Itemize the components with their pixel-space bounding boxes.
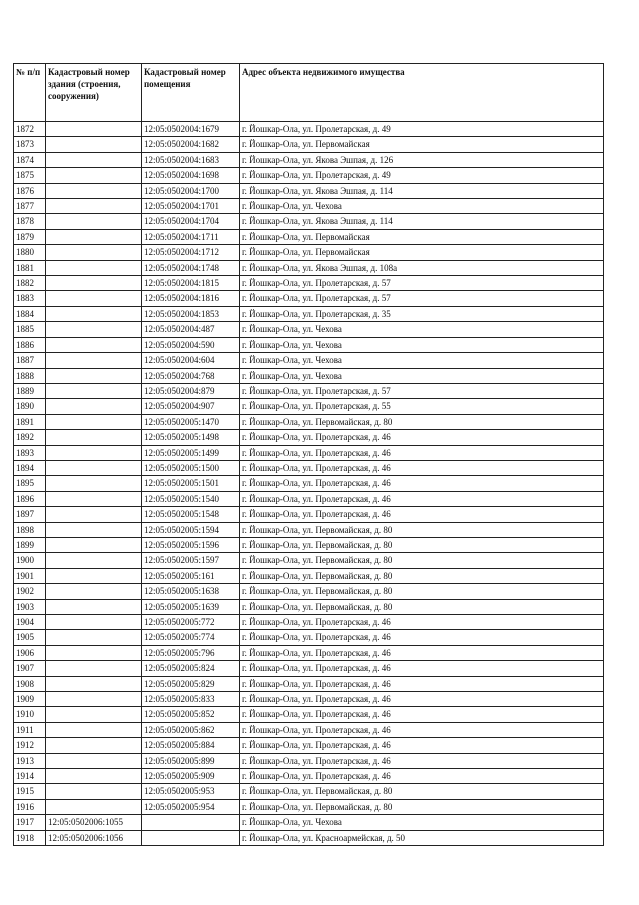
table-row xyxy=(14,799,604,814)
premises-cadastral-number: 12:05:0502005:1594 xyxy=(142,522,240,537)
premises-cadastral-number: 12:05:0502005:884 xyxy=(142,738,240,753)
building-cadastral-number xyxy=(46,322,142,337)
address: г. Йошкар-Ола, ул. Чехова xyxy=(240,199,604,214)
table-row xyxy=(14,553,604,568)
row-number: 1905 xyxy=(14,630,46,645)
table-row xyxy=(14,599,604,614)
address: г. Йошкар-Ола, ул. Пролетарская, д. 46 xyxy=(240,707,604,722)
table-row xyxy=(14,830,604,845)
header-building-cadastral: Кадастровый номер здания (строения, сооружения) xyxy=(46,64,142,122)
building-cadastral-number xyxy=(46,460,142,475)
table-row xyxy=(14,430,604,445)
table-row xyxy=(14,383,604,398)
row-number: 1882 xyxy=(14,276,46,291)
address: г. Йошкар-Ола, ул. Якова Эшпая, д. 108а xyxy=(240,260,604,275)
address: г. Йошкар-Ола, ул. Пролетарская, д. 46 xyxy=(240,676,604,691)
table-row xyxy=(14,291,604,306)
row-number: 1897 xyxy=(14,507,46,522)
building-cadastral-number xyxy=(46,753,142,768)
table-row xyxy=(14,260,604,275)
row-number: 1891 xyxy=(14,414,46,429)
address: г. Йошкар-Ола, ул. Пролетарская, д. 46 xyxy=(240,460,604,475)
row-number: 1899 xyxy=(14,537,46,552)
registry-table xyxy=(13,63,604,846)
table-row xyxy=(14,537,604,552)
row-number: 1898 xyxy=(14,522,46,537)
premises-cadastral-number: 12:05:0502004:1700 xyxy=(142,183,240,198)
address: г. Йошкар-Ола, ул. Пролетарская, д. 46 xyxy=(240,645,604,660)
address: г. Йошкар-Ола, ул. Пролетарская, д. 35 xyxy=(240,306,604,321)
row-number: 1890 xyxy=(14,399,46,414)
address: г. Йошкар-Ола, ул. Пролетарская, д. 46 xyxy=(240,753,604,768)
premises-cadastral-number: 12:05:0502004:1679 xyxy=(142,122,240,137)
row-number: 1910 xyxy=(14,707,46,722)
building-cadastral-number xyxy=(46,707,142,722)
row-number: 1917 xyxy=(14,815,46,830)
building-cadastral-number xyxy=(46,537,142,552)
building-cadastral-number xyxy=(46,615,142,630)
premises-cadastral-number xyxy=(142,830,240,845)
row-number: 1896 xyxy=(14,491,46,506)
row-number: 1895 xyxy=(14,476,46,491)
header-premises-cadastral: Кадастровый номер помещения xyxy=(142,64,240,122)
building-cadastral-number xyxy=(46,399,142,414)
address: г. Йошкар-Ола, ул. Пролетарская, д. 57 xyxy=(240,276,604,291)
address: г. Йошкар-Ола, ул. Пролетарская, д. 46 xyxy=(240,507,604,522)
building-cadastral-number xyxy=(46,353,142,368)
premises-cadastral-number: 12:05:0502005:1638 xyxy=(142,584,240,599)
building-cadastral-number xyxy=(46,491,142,506)
address: г. Йошкар-Ола, ул. Пролетарская, д. 46 xyxy=(240,738,604,753)
premises-cadastral-number: 12:05:0502005:772 xyxy=(142,615,240,630)
table-row xyxy=(14,245,604,260)
building-cadastral-number xyxy=(46,784,142,799)
premises-cadastral-number: 12:05:0502004:768 xyxy=(142,368,240,383)
row-number: 1872 xyxy=(14,122,46,137)
premises-cadastral-number: 12:05:0502005:899 xyxy=(142,753,240,768)
premises-cadastral-number: 12:05:0502005:1596 xyxy=(142,537,240,552)
table-row xyxy=(14,306,604,321)
table-row xyxy=(14,152,604,167)
address: г. Йошкар-Ола, ул. Пролетарская, д. 55 xyxy=(240,399,604,414)
table-body xyxy=(14,122,604,846)
address: г. Йошкар-Ола, ул. Пролетарская, д. 46 xyxy=(240,430,604,445)
address: г. Йошкар-Ола, ул. Якова Эшпая, д. 114 xyxy=(240,183,604,198)
building-cadastral-number xyxy=(46,630,142,645)
row-number: 1908 xyxy=(14,676,46,691)
address: г. Йошкар-Ола, ул. Первомайская xyxy=(240,137,604,152)
table-row xyxy=(14,645,604,660)
building-cadastral-number: 12:05:0502006:1055 xyxy=(46,815,142,830)
building-cadastral-number xyxy=(46,368,142,383)
building-cadastral-number xyxy=(46,676,142,691)
row-number: 1912 xyxy=(14,738,46,753)
table-row xyxy=(14,199,604,214)
building-cadastral-number xyxy=(46,553,142,568)
premises-cadastral-number: 12:05:0502005:862 xyxy=(142,722,240,737)
row-number: 1913 xyxy=(14,753,46,768)
premises-cadastral-number: 12:05:0502004:1682 xyxy=(142,137,240,152)
address: г. Йошкар-Ола, ул. Чехова xyxy=(240,815,604,830)
header-address: Адрес объекта недвижимого имущества xyxy=(240,64,604,122)
premises-cadastral-number: 12:05:0502004:1815 xyxy=(142,276,240,291)
row-number: 1914 xyxy=(14,769,46,784)
address: г. Йошкар-Ола, ул. Чехова xyxy=(240,368,604,383)
row-number: 1888 xyxy=(14,368,46,383)
row-number: 1906 xyxy=(14,645,46,660)
premises-cadastral-number: 12:05:0502005:1597 xyxy=(142,553,240,568)
row-number: 1878 xyxy=(14,214,46,229)
table-row xyxy=(14,707,604,722)
address: г. Йошкар-Ола, ул. Якова Эшпая, д. 126 xyxy=(240,152,604,167)
address: г. Йошкар-Ола, ул. Пролетарская, д. 46 xyxy=(240,661,604,676)
row-number: 1909 xyxy=(14,692,46,707)
premises-cadastral-number: 12:05:0502004:1816 xyxy=(142,291,240,306)
row-number: 1904 xyxy=(14,615,46,630)
address: г. Йошкар-Ола, ул. Пролетарская, д. 46 xyxy=(240,445,604,460)
building-cadastral-number xyxy=(46,799,142,814)
table-row xyxy=(14,414,604,429)
premises-cadastral-number: 12:05:0502004:1853 xyxy=(142,306,240,321)
table-row xyxy=(14,630,604,645)
building-cadastral-number xyxy=(46,383,142,398)
table-row xyxy=(14,445,604,460)
address: г. Йошкар-Ола, ул. Пролетарская, д. 46 xyxy=(240,769,604,784)
address: г. Йошкар-Ола, ул. Первомайская, д. 80 xyxy=(240,784,604,799)
premises-cadastral-number: 12:05:0502004:487 xyxy=(142,322,240,337)
row-number: 1918 xyxy=(14,830,46,845)
table-row xyxy=(14,584,604,599)
table-row xyxy=(14,399,604,414)
address: г. Йошкар-Ола, ул. Красноармейская, д. 50 xyxy=(240,830,604,845)
row-number: 1876 xyxy=(14,183,46,198)
table-row xyxy=(14,491,604,506)
building-cadastral-number xyxy=(46,769,142,784)
row-number: 1881 xyxy=(14,260,46,275)
address: г. Йошкар-Ола, ул. Пролетарская, д. 57 xyxy=(240,383,604,398)
table-row xyxy=(14,738,604,753)
premises-cadastral-number: 12:05:0502004:1748 xyxy=(142,260,240,275)
premises-cadastral-number: 12:05:0502005:1500 xyxy=(142,460,240,475)
building-cadastral-number xyxy=(46,276,142,291)
premises-cadastral-number: 12:05:0502005:1639 xyxy=(142,599,240,614)
address: г. Йошкар-Ола, ул. Пролетарская, д. 46 xyxy=(240,630,604,645)
building-cadastral-number xyxy=(46,476,142,491)
building-cadastral-number xyxy=(46,522,142,537)
premises-cadastral-number: 12:05:0502005:824 xyxy=(142,661,240,676)
premises-cadastral-number: 12:05:0502005:1470 xyxy=(142,414,240,429)
premises-cadastral-number: 12:05:0502004:590 xyxy=(142,337,240,352)
premises-cadastral-number: 12:05:0502004:1701 xyxy=(142,199,240,214)
table-row xyxy=(14,568,604,583)
table-row xyxy=(14,183,604,198)
table-row xyxy=(14,507,604,522)
row-number: 1887 xyxy=(14,353,46,368)
premises-cadastral-number: 12:05:0502004:604 xyxy=(142,353,240,368)
building-cadastral-number xyxy=(46,168,142,183)
row-number: 1886 xyxy=(14,337,46,352)
premises-cadastral-number: 12:05:0502005:852 xyxy=(142,707,240,722)
address: г. Йошкар-Ола, ул. Первомайская xyxy=(240,245,604,260)
building-cadastral-number xyxy=(46,445,142,460)
row-number: 1894 xyxy=(14,460,46,475)
row-number: 1892 xyxy=(14,430,46,445)
row-number: 1907 xyxy=(14,661,46,676)
building-cadastral-number xyxy=(46,337,142,352)
building-cadastral-number xyxy=(46,199,142,214)
building-cadastral-number xyxy=(46,722,142,737)
table-row xyxy=(14,229,604,244)
table-row xyxy=(14,276,604,291)
address: г. Йошкар-Ола, ул. Пролетарская, д. 57 xyxy=(240,291,604,306)
row-number: 1893 xyxy=(14,445,46,460)
premises-cadastral-number: 12:05:0502004:879 xyxy=(142,383,240,398)
building-cadastral-number xyxy=(46,645,142,660)
table-row xyxy=(14,661,604,676)
premises-cadastral-number: 12:05:0502005:909 xyxy=(142,769,240,784)
row-number: 1885 xyxy=(14,322,46,337)
table-row xyxy=(14,168,604,183)
row-number: 1877 xyxy=(14,199,46,214)
row-number: 1915 xyxy=(14,784,46,799)
building-cadastral-number xyxy=(46,229,142,244)
building-cadastral-number xyxy=(46,507,142,522)
building-cadastral-number xyxy=(46,245,142,260)
table-row xyxy=(14,214,604,229)
address: г. Йошкар-Ола, ул. Пролетарская, д. 46 xyxy=(240,476,604,491)
building-cadastral-number xyxy=(46,414,142,429)
premises-cadastral-number: 12:05:0502005:833 xyxy=(142,692,240,707)
table-row xyxy=(14,753,604,768)
row-number: 1875 xyxy=(14,168,46,183)
address: г. Йошкар-Ола, ул. Первомайская, д. 80 xyxy=(240,568,604,583)
row-number: 1902 xyxy=(14,584,46,599)
table-row xyxy=(14,337,604,352)
premises-cadastral-number: 12:05:0502005:796 xyxy=(142,645,240,660)
building-cadastral-number xyxy=(46,568,142,583)
building-cadastral-number xyxy=(46,260,142,275)
address: г. Йошкар-Ола, ул. Первомайская, д. 80 xyxy=(240,553,604,568)
building-cadastral-number xyxy=(46,291,142,306)
address: г. Йошкар-Ола, ул. Чехова xyxy=(240,353,604,368)
premises-cadastral-number: 12:05:0502004:1711 xyxy=(142,229,240,244)
premises-cadastral-number: 12:05:0502004:1712 xyxy=(142,245,240,260)
premises-cadastral-number: 12:05:0502005:1548 xyxy=(142,507,240,522)
row-number: 1883 xyxy=(14,291,46,306)
table-row xyxy=(14,692,604,707)
row-number: 1900 xyxy=(14,553,46,568)
premises-cadastral-number: 12:05:0502005:1498 xyxy=(142,430,240,445)
table-row xyxy=(14,522,604,537)
building-cadastral-number xyxy=(46,738,142,753)
table-row xyxy=(14,476,604,491)
premises-cadastral-number: 12:05:0502005:1499 xyxy=(142,445,240,460)
table-row xyxy=(14,784,604,799)
row-number: 1911 xyxy=(14,722,46,737)
table-row xyxy=(14,815,604,830)
building-cadastral-number xyxy=(46,214,142,229)
address: г. Йошкар-Ола, ул. Якова Эшпая, д. 114 xyxy=(240,214,604,229)
address: г. Йошкар-Ола, ул. Пролетарская, д. 46 xyxy=(240,692,604,707)
address: г. Йошкар-Ола, ул. Первомайская, д. 80 xyxy=(240,522,604,537)
address: г. Йошкар-Ола, ул. Чехова xyxy=(240,337,604,352)
address: г. Йошкар-Ола, ул. Пролетарская, д. 46 xyxy=(240,615,604,630)
building-cadastral-number xyxy=(46,152,142,167)
address: г. Йошкар-Ола, ул. Первомайская, д. 80 xyxy=(240,414,604,429)
address: г. Йошкар-Ола, ул. Первомайская, д. 80 xyxy=(240,537,604,552)
table-row xyxy=(14,460,604,475)
row-number: 1880 xyxy=(14,245,46,260)
address: г. Йошкар-Ола, ул. Пролетарская, д. 46 xyxy=(240,722,604,737)
building-cadastral-number xyxy=(46,692,142,707)
row-number: 1879 xyxy=(14,229,46,244)
address: г. Йошкар-Ола, ул. Первомайская, д. 80 xyxy=(240,584,604,599)
premises-cadastral-number: 12:05:0502005:953 xyxy=(142,784,240,799)
address: г. Йошкар-Ола, ул. Пролетарская, д. 49 xyxy=(240,168,604,183)
premises-cadastral-number: 12:05:0502004:1698 xyxy=(142,168,240,183)
row-number: 1916 xyxy=(14,799,46,814)
premises-cadastral-number: 12:05:0502005:1501 xyxy=(142,476,240,491)
table-row xyxy=(14,137,604,152)
premises-cadastral-number: 12:05:0502005:774 xyxy=(142,630,240,645)
row-number: 1901 xyxy=(14,568,46,583)
premises-cadastral-number: 12:05:0502005:829 xyxy=(142,676,240,691)
address: г. Йошкар-Ола, ул. Чехова xyxy=(240,322,604,337)
table-row xyxy=(14,722,604,737)
table-row xyxy=(14,353,604,368)
premises-cadastral-number: 12:05:0502005:1540 xyxy=(142,491,240,506)
address: г. Йошкар-Ола, ул. Первомайская, д. 80 xyxy=(240,799,604,814)
table-row xyxy=(14,676,604,691)
table-row xyxy=(14,322,604,337)
premises-cadastral-number: 12:05:0502004:1683 xyxy=(142,152,240,167)
table-row xyxy=(14,368,604,383)
header-number: № п/п xyxy=(14,64,46,122)
table-row xyxy=(14,615,604,630)
building-cadastral-number xyxy=(46,183,142,198)
address: г. Йошкар-Ола, ул. Пролетарская, д. 46 xyxy=(240,491,604,506)
building-cadastral-number xyxy=(46,122,142,137)
building-cadastral-number: 12:05:0502006:1056 xyxy=(46,830,142,845)
row-number: 1874 xyxy=(14,152,46,167)
row-number: 1884 xyxy=(14,306,46,321)
premises-cadastral-number xyxy=(142,815,240,830)
address: г. Йошкар-Ола, ул. Первомайская, д. 80 xyxy=(240,599,604,614)
row-number: 1903 xyxy=(14,599,46,614)
premises-cadastral-number: 12:05:0502004:907 xyxy=(142,399,240,414)
row-number: 1889 xyxy=(14,383,46,398)
building-cadastral-number xyxy=(46,599,142,614)
table-row xyxy=(14,122,604,137)
header-row xyxy=(14,64,604,122)
address: г. Йошкар-Ола, ул. Пролетарская, д. 49 xyxy=(240,122,604,137)
building-cadastral-number xyxy=(46,306,142,321)
building-cadastral-number xyxy=(46,137,142,152)
table-row xyxy=(14,769,604,784)
premises-cadastral-number: 12:05:0502005:161 xyxy=(142,568,240,583)
building-cadastral-number xyxy=(46,584,142,599)
premises-cadastral-number: 12:05:0502004:1704 xyxy=(142,214,240,229)
building-cadastral-number xyxy=(46,430,142,445)
address: г. Йошкар-Ола, ул. Первомайская xyxy=(240,229,604,244)
row-number: 1873 xyxy=(14,137,46,152)
building-cadastral-number xyxy=(46,661,142,676)
premises-cadastral-number: 12:05:0502005:954 xyxy=(142,799,240,814)
